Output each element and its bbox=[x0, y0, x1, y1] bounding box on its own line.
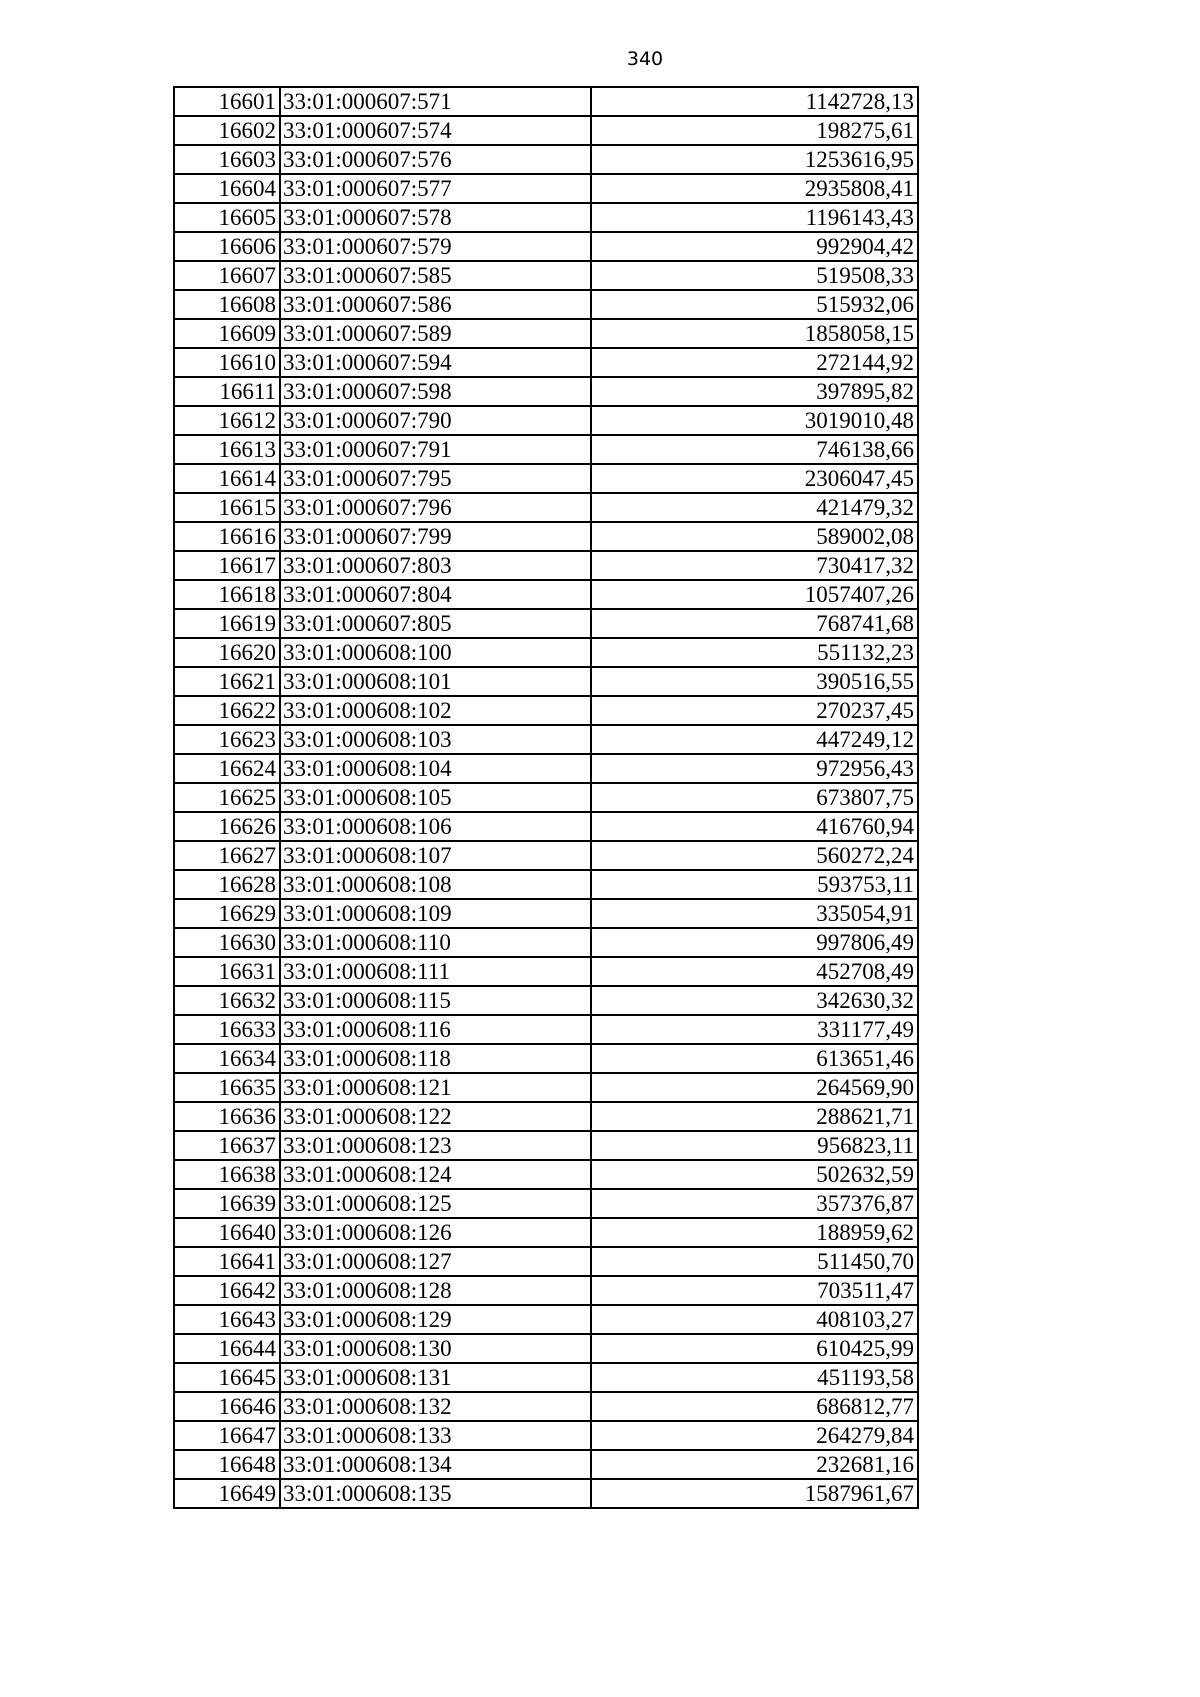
cadastral-value-cell: 686812,77 bbox=[591, 1392, 918, 1421]
row-number-cell: 16611 bbox=[174, 377, 280, 406]
row-number-cell: 16612 bbox=[174, 406, 280, 435]
cadastral-value-cell: 408103,27 bbox=[591, 1305, 918, 1334]
cadastral-value-cell: 397895,82 bbox=[591, 377, 918, 406]
cadastral-number-cell: 33:01:000608:133 bbox=[280, 1421, 591, 1450]
table-row bbox=[174, 783, 918, 812]
row-number-cell: 16609 bbox=[174, 319, 280, 348]
row-number-cell: 16646 bbox=[174, 1392, 280, 1421]
cadastral-value-cell: 560272,24 bbox=[591, 841, 918, 870]
row-number-cell: 16615 bbox=[174, 493, 280, 522]
page-number: 340 bbox=[626, 48, 664, 70]
cadastral-number-cell: 33:01:000607:805 bbox=[280, 609, 591, 638]
row-number-cell: 16603 bbox=[174, 145, 280, 174]
cadastral-number-cell: 33:01:000607:574 bbox=[280, 116, 591, 145]
cadastral-number-cell: 33:01:000608:131 bbox=[280, 1363, 591, 1392]
table-row bbox=[174, 754, 918, 783]
cadastral-number-cell: 33:01:000607:791 bbox=[280, 435, 591, 464]
row-number-cell: 16647 bbox=[174, 1421, 280, 1450]
cadastral-number-cell: 33:01:000608:108 bbox=[280, 870, 591, 899]
cadastral-value-cell: 188959,62 bbox=[591, 1218, 918, 1247]
cadastral-number-cell: 33:01:000608:118 bbox=[280, 1044, 591, 1073]
row-number-cell: 16640 bbox=[174, 1218, 280, 1247]
row-number-cell: 16635 bbox=[174, 1073, 280, 1102]
cadastral-number-cell: 33:01:000607:796 bbox=[280, 493, 591, 522]
cadastral-value-cell: 610425,99 bbox=[591, 1334, 918, 1363]
table-row bbox=[174, 1247, 918, 1276]
cadastral-number-cell: 33:01:000608:100 bbox=[280, 638, 591, 667]
table-row bbox=[174, 667, 918, 696]
row-number-cell: 16625 bbox=[174, 783, 280, 812]
cadastral-value-cell: 331177,49 bbox=[591, 1015, 918, 1044]
cadastral-number-cell: 33:01:000608:110 bbox=[280, 928, 591, 957]
row-number-cell: 16643 bbox=[174, 1305, 280, 1334]
row-number-cell: 16617 bbox=[174, 551, 280, 580]
cadastral-number-cell: 33:01:000608:135 bbox=[280, 1479, 591, 1508]
cadastral-number-cell: 33:01:000608:123 bbox=[280, 1131, 591, 1160]
cadastral-value-cell: 342630,32 bbox=[591, 986, 918, 1015]
cadastral-value-cell: 593753,11 bbox=[591, 870, 918, 899]
table-row bbox=[174, 986, 918, 1015]
cadastral-value-cell: 452708,49 bbox=[591, 957, 918, 986]
cadastral-value-cell: 551132,23 bbox=[591, 638, 918, 667]
row-number-cell: 16614 bbox=[174, 464, 280, 493]
table-row bbox=[174, 1044, 918, 1073]
table-row bbox=[174, 1334, 918, 1363]
row-number-cell: 16621 bbox=[174, 667, 280, 696]
cadastral-number-cell: 33:01:000608:101 bbox=[280, 667, 591, 696]
cadastral-value-cell: 730417,32 bbox=[591, 551, 918, 580]
cadastral-number-cell: 33:01:000607:578 bbox=[280, 203, 591, 232]
table-row bbox=[174, 145, 918, 174]
row-number-cell: 16644 bbox=[174, 1334, 280, 1363]
table-row bbox=[174, 1421, 918, 1450]
table-row bbox=[174, 1450, 918, 1479]
cadastral-number-cell: 33:01:000608:122 bbox=[280, 1102, 591, 1131]
cadastral-number-cell: 33:01:000607:799 bbox=[280, 522, 591, 551]
table-row bbox=[174, 1305, 918, 1334]
cadastral-value-cell: 992904,42 bbox=[591, 232, 918, 261]
row-number-cell: 16639 bbox=[174, 1189, 280, 1218]
table-row bbox=[174, 812, 918, 841]
table-row bbox=[174, 1218, 918, 1247]
table-row bbox=[174, 957, 918, 986]
table-row bbox=[174, 1015, 918, 1044]
row-number-cell: 16648 bbox=[174, 1450, 280, 1479]
table-row bbox=[174, 203, 918, 232]
table-row bbox=[174, 377, 918, 406]
row-number-cell: 16638 bbox=[174, 1160, 280, 1189]
table-row bbox=[174, 232, 918, 261]
cadastral-value-cell: 288621,71 bbox=[591, 1102, 918, 1131]
cadastral-number-cell: 33:01:000608:128 bbox=[280, 1276, 591, 1305]
cadastral-value-cell: 997806,49 bbox=[591, 928, 918, 957]
cadastral-value-cell: 515932,06 bbox=[591, 290, 918, 319]
row-number-cell: 16606 bbox=[174, 232, 280, 261]
cadastral-value-table bbox=[173, 86, 919, 1509]
row-number-cell: 16629 bbox=[174, 899, 280, 928]
row-number-cell: 16604 bbox=[174, 174, 280, 203]
row-number-cell: 16602 bbox=[174, 116, 280, 145]
row-number-cell: 16620 bbox=[174, 638, 280, 667]
cadastral-value-cell: 2935808,41 bbox=[591, 174, 918, 203]
row-number-cell: 16607 bbox=[174, 261, 280, 290]
cadastral-number-cell: 33:01:000607:585 bbox=[280, 261, 591, 290]
table-row bbox=[174, 725, 918, 754]
table-row bbox=[174, 1479, 918, 1508]
table-row bbox=[174, 1363, 918, 1392]
row-number-cell: 16601 bbox=[174, 87, 280, 116]
cadastral-number-cell: 33:01:000608:109 bbox=[280, 899, 591, 928]
row-number-cell: 16608 bbox=[174, 290, 280, 319]
cadastral-value-cell: 613651,46 bbox=[591, 1044, 918, 1073]
cadastral-number-cell: 33:01:000608:106 bbox=[280, 812, 591, 841]
row-number-cell: 16623 bbox=[174, 725, 280, 754]
cadastral-number-cell: 33:01:000608:116 bbox=[280, 1015, 591, 1044]
cadastral-value-cell: 451193,58 bbox=[591, 1363, 918, 1392]
table-row bbox=[174, 841, 918, 870]
cadastral-value-cell: 511450,70 bbox=[591, 1247, 918, 1276]
table-row bbox=[174, 435, 918, 464]
row-number-cell: 16610 bbox=[174, 348, 280, 377]
table-row bbox=[174, 1131, 918, 1160]
cadastral-value-cell: 746138,66 bbox=[591, 435, 918, 464]
cadastral-value-cell: 416760,94 bbox=[591, 812, 918, 841]
cadastral-number-cell: 33:01:000607:589 bbox=[280, 319, 591, 348]
cadastral-value-cell: 956823,11 bbox=[591, 1131, 918, 1160]
cadastral-number-cell: 33:01:000608:107 bbox=[280, 841, 591, 870]
table-row bbox=[174, 609, 918, 638]
cadastral-number-cell: 33:01:000608:102 bbox=[280, 696, 591, 725]
cadastral-number-cell: 33:01:000608:111 bbox=[280, 957, 591, 986]
table-row bbox=[174, 1392, 918, 1421]
cadastral-number-cell: 33:01:000608:103 bbox=[280, 725, 591, 754]
cadastral-value-cell: 264569,90 bbox=[591, 1073, 918, 1102]
row-number-cell: 16616 bbox=[174, 522, 280, 551]
table-row bbox=[174, 174, 918, 203]
table-row bbox=[174, 522, 918, 551]
table-row bbox=[174, 493, 918, 522]
row-number-cell: 16619 bbox=[174, 609, 280, 638]
cadastral-value-cell: 673807,75 bbox=[591, 783, 918, 812]
row-number-cell: 16605 bbox=[174, 203, 280, 232]
row-number-cell: 16636 bbox=[174, 1102, 280, 1131]
table-row bbox=[174, 1073, 918, 1102]
cadastral-value-cell: 1142728,13 bbox=[591, 87, 918, 116]
cadastral-number-cell: 33:01:000608:134 bbox=[280, 1450, 591, 1479]
cadastral-number-cell: 33:01:000607:803 bbox=[280, 551, 591, 580]
table-row bbox=[174, 638, 918, 667]
row-number-cell: 16624 bbox=[174, 754, 280, 783]
row-number-cell: 16632 bbox=[174, 986, 280, 1015]
cadastral-number-cell: 33:01:000607:598 bbox=[280, 377, 591, 406]
table-row bbox=[174, 261, 918, 290]
cadastral-value-cell: 589002,08 bbox=[591, 522, 918, 551]
table-row bbox=[174, 290, 918, 319]
cadastral-value-cell: 335054,91 bbox=[591, 899, 918, 928]
table-row bbox=[174, 899, 918, 928]
cadastral-value-cell: 357376,87 bbox=[591, 1189, 918, 1218]
row-number-cell: 16641 bbox=[174, 1247, 280, 1276]
cadastral-number-cell: 33:01:000607:576 bbox=[280, 145, 591, 174]
cadastral-number-cell: 33:01:000608:130 bbox=[280, 1334, 591, 1363]
table-row bbox=[174, 580, 918, 609]
cadastral-number-cell: 33:01:000608:121 bbox=[280, 1073, 591, 1102]
table-row bbox=[174, 1102, 918, 1131]
table-row bbox=[174, 1276, 918, 1305]
row-number-cell: 16642 bbox=[174, 1276, 280, 1305]
row-number-cell: 16637 bbox=[174, 1131, 280, 1160]
cadastral-number-cell: 33:01:000608:129 bbox=[280, 1305, 591, 1334]
table-row bbox=[174, 870, 918, 899]
table-row bbox=[174, 348, 918, 377]
cadastral-value-cell: 703511,47 bbox=[591, 1276, 918, 1305]
row-number-cell: 16633 bbox=[174, 1015, 280, 1044]
row-number-cell: 16627 bbox=[174, 841, 280, 870]
cadastral-value-cell: 264279,84 bbox=[591, 1421, 918, 1450]
cadastral-number-cell: 33:01:000607:586 bbox=[280, 290, 591, 319]
cadastral-number-cell: 33:01:000607:579 bbox=[280, 232, 591, 261]
cadastral-value-cell: 1858058,15 bbox=[591, 319, 918, 348]
cadastral-value-cell: 1253616,95 bbox=[591, 145, 918, 174]
table-row bbox=[174, 116, 918, 145]
cadastral-value-cell: 447249,12 bbox=[591, 725, 918, 754]
cadastral-value-cell: 2306047,45 bbox=[591, 464, 918, 493]
cadastral-number-cell: 33:01:000608:105 bbox=[280, 783, 591, 812]
row-number-cell: 16634 bbox=[174, 1044, 280, 1073]
table-row bbox=[174, 87, 918, 116]
row-number-cell: 16622 bbox=[174, 696, 280, 725]
cadastral-value-cell: 390516,55 bbox=[591, 667, 918, 696]
cadastral-value-cell: 502632,59 bbox=[591, 1160, 918, 1189]
cadastral-value-cell: 1057407,26 bbox=[591, 580, 918, 609]
cadastral-number-cell: 33:01:000607:571 bbox=[280, 87, 591, 116]
table-row bbox=[174, 464, 918, 493]
cadastral-value-cell: 3019010,48 bbox=[591, 406, 918, 435]
cadastral-number-cell: 33:01:000607:594 bbox=[280, 348, 591, 377]
cadastral-number-cell: 33:01:000608:126 bbox=[280, 1218, 591, 1247]
table-row bbox=[174, 319, 918, 348]
cadastral-value-cell: 1196143,43 bbox=[591, 203, 918, 232]
table-body bbox=[174, 87, 918, 1508]
table-row bbox=[174, 928, 918, 957]
cadastral-number-cell: 33:01:000607:795 bbox=[280, 464, 591, 493]
cadastral-number-cell: 33:01:000608:115 bbox=[280, 986, 591, 1015]
row-number-cell: 16618 bbox=[174, 580, 280, 609]
cadastral-number-cell: 33:01:000608:132 bbox=[280, 1392, 591, 1421]
cadastral-value-cell: 519508,33 bbox=[591, 261, 918, 290]
table-row bbox=[174, 1160, 918, 1189]
cadastral-value-cell: 768741,68 bbox=[591, 609, 918, 638]
cadastral-value-cell: 272144,92 bbox=[591, 348, 918, 377]
table-row bbox=[174, 406, 918, 435]
cadastral-number-cell: 33:01:000607:790 bbox=[280, 406, 591, 435]
row-number-cell: 16645 bbox=[174, 1363, 280, 1392]
row-number-cell: 16631 bbox=[174, 957, 280, 986]
table-row bbox=[174, 551, 918, 580]
table-row bbox=[174, 696, 918, 725]
table-row bbox=[174, 1189, 918, 1218]
row-number-cell: 16649 bbox=[174, 1479, 280, 1508]
cadastral-number-cell: 33:01:000608:127 bbox=[280, 1247, 591, 1276]
cadastral-value-cell: 1587961,67 bbox=[591, 1479, 918, 1508]
row-number-cell: 16613 bbox=[174, 435, 280, 464]
cadastral-value-cell: 421479,32 bbox=[591, 493, 918, 522]
row-number-cell: 16628 bbox=[174, 870, 280, 899]
cadastral-number-cell: 33:01:000608:124 bbox=[280, 1160, 591, 1189]
cadastral-value-cell: 198275,61 bbox=[591, 116, 918, 145]
cadastral-number-cell: 33:01:000608:104 bbox=[280, 754, 591, 783]
cadastral-value-cell: 972956,43 bbox=[591, 754, 918, 783]
cadastral-number-cell: 33:01:000608:125 bbox=[280, 1189, 591, 1218]
cadastral-value-cell: 232681,16 bbox=[591, 1450, 918, 1479]
row-number-cell: 16630 bbox=[174, 928, 280, 957]
cadastral-value-cell: 270237,45 bbox=[591, 696, 918, 725]
row-number-cell: 16626 bbox=[174, 812, 280, 841]
cadastral-number-cell: 33:01:000607:577 bbox=[280, 174, 591, 203]
cadastral-number-cell: 33:01:000607:804 bbox=[280, 580, 591, 609]
